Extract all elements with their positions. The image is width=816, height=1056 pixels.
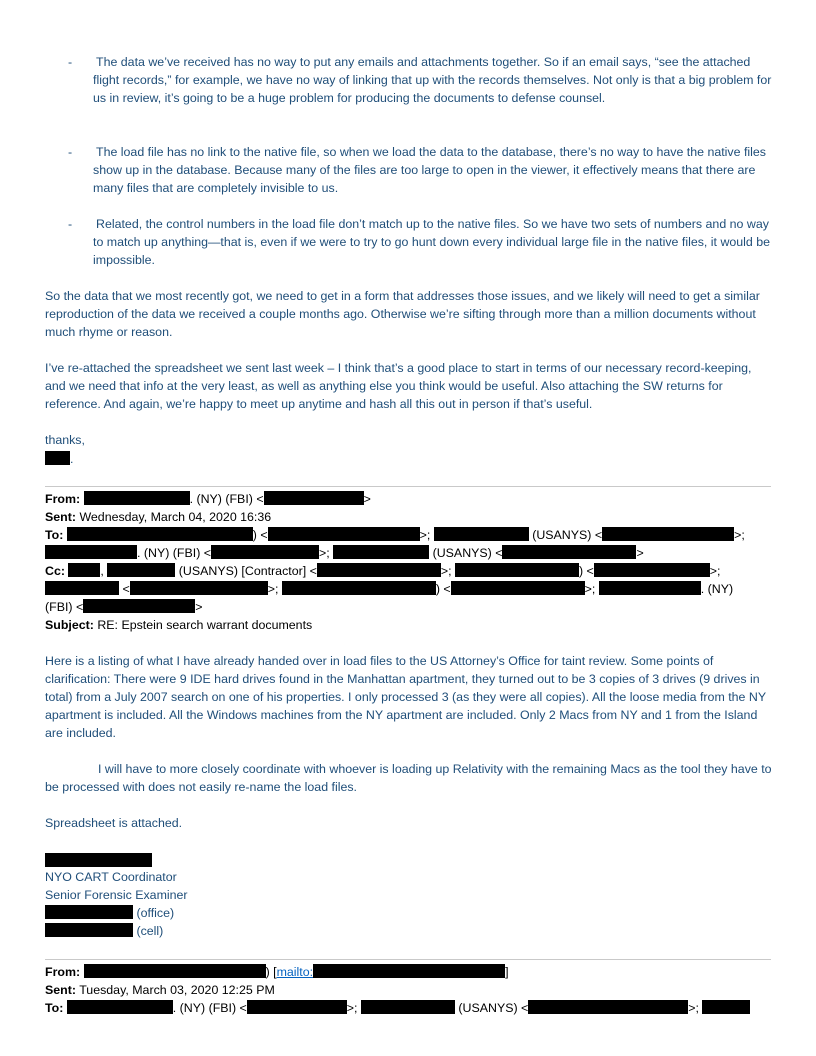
bullet-marker-1: - bbox=[68, 55, 73, 69]
redaction-bar bbox=[333, 545, 429, 559]
redaction-bar bbox=[602, 527, 734, 541]
redaction-bar bbox=[211, 545, 319, 559]
redaction-bar bbox=[45, 905, 133, 919]
bullet-text-2: The load file has no link to the native file, so when we load the data to the database, there’s no way to have the native files show up in the database. Because many of the files are too large to open in the viewer, it effectively means that there are many files that are completely invisible to us. bbox=[93, 145, 766, 195]
redaction-bar bbox=[317, 563, 441, 577]
redaction-bar bbox=[45, 451, 70, 465]
paragraph-spreadsheet: I’ve re-attached the spreadsheet we sent last week – I think that’s a good place to start in terms of our necessary record-keeping, and we need that info at the very least, as well as anything else you think would be useful. Also attaching the SW returns for reference. And again, we’re happy to meet up anytime and hash all this out in person if that’s useful. bbox=[45, 361, 752, 411]
bullet-text-1: The data we’ve received has no way to put any emails and attachments together. So if an email says, “see the attached flight records,” for example, we have no way of linking that up with the records themselves. Not only is that a big problem for us in review, it’s going to be a huge problem for producing the documents to defense counsel. bbox=[93, 55, 772, 105]
redaction-bar bbox=[45, 853, 152, 867]
email1-body-attached: Spreadsheet is attached. bbox=[45, 816, 183, 830]
email1-body-listing: Here is a listing of what I have already handed over in load files to the US Attorney’s Office for taint review. Some points of clarification: There were 9 IDE hard drives found in the Manhattan apartment, they turned out to be 3 copies of 3 drives (9 drives in total) from a July 2007 search on one of his properties. I only processed 3 (as they were all copies). All the loose media from the NY apartment is included. All the Windows machines from the NY apartment are included. Only 2 Macs from NY and 1 from the Island are included. bbox=[45, 654, 766, 740]
email1-cc-line: Cc: , (USANYS) [Contractor] < >; ) < >; bbox=[45, 564, 721, 578]
redaction-bar bbox=[130, 581, 268, 595]
redaction-bar bbox=[599, 581, 701, 595]
email2-to-line: To: . (NY) (FBI) < >; (USANYS) < >; bbox=[45, 999, 775, 1017]
bullet-marker-3: - bbox=[68, 217, 73, 231]
signature-title-2: Senior Forensic Examiner bbox=[45, 888, 188, 902]
redaction-bar bbox=[313, 964, 505, 978]
redaction-bar bbox=[45, 545, 137, 559]
email1-to-line-2: . (NY) (FBI) < >; (USANYS) < > bbox=[45, 544, 775, 562]
redaction-bar bbox=[67, 1000, 173, 1014]
email1-cc-line-3: (FBI) < > bbox=[45, 600, 203, 614]
mailto-link[interactable]: mailto: bbox=[277, 965, 506, 979]
email2-sent-line: Sent: Tuesday, March 03, 2020 12:25 PM bbox=[45, 983, 275, 997]
signature-office-phone: (office) bbox=[45, 904, 174, 922]
paragraph-reproduction: So the data that we most recently got, we need to get in a form that addresses those issues, and we likely will need to get a similar reproduction of the data we received a couple months ago. Otherwise we’re sifting through more than a million documents without much rhyme or reason. bbox=[45, 289, 760, 339]
redaction-bar bbox=[528, 1000, 688, 1014]
email2-from-line: From: ) [mailto: ] bbox=[45, 965, 509, 979]
redaction-bar bbox=[84, 964, 266, 978]
email1-cc-line-2: < >; ) < >; . (NY) bbox=[45, 580, 775, 598]
redaction-bar bbox=[68, 563, 100, 577]
redaction-bar bbox=[361, 1000, 455, 1014]
redaction-bar bbox=[282, 581, 436, 595]
email-separator bbox=[45, 959, 771, 960]
email1-sent-line: Sent: Wednesday, March 04, 2020 16:36 bbox=[45, 510, 272, 524]
redaction-bar bbox=[67, 527, 253, 541]
redaction-bar bbox=[268, 527, 420, 541]
redaction-bar bbox=[247, 1000, 347, 1014]
email1-to-line: To: ) < >; (USANYS) < >; bbox=[45, 528, 745, 542]
bullet-text-3: Related, the control numbers in the load file don’t match up to the native files. So we have two sets of numbers and no way to match up anything—that is, even if we were to try to go hunt down every individual large file in the native files, it would be impossible. bbox=[93, 217, 771, 267]
bullet-marker-2: - bbox=[68, 145, 73, 159]
email1-body-relativity: I will have to more closely coordinate with whoever is loading up Relativity with the remaining Macs as the tool they have to be processed with does not easily re-name the load files. bbox=[45, 762, 772, 794]
redaction-bar bbox=[451, 581, 585, 595]
redaction-bar bbox=[502, 545, 636, 559]
redaction-bar bbox=[264, 491, 364, 505]
redaction-bar bbox=[434, 527, 529, 541]
redaction-bar bbox=[83, 599, 195, 613]
redaction-bar bbox=[107, 563, 175, 577]
redaction-bar bbox=[84, 491, 190, 505]
redaction-bar bbox=[45, 581, 119, 595]
signature-title-1: NYO CART Coordinator bbox=[45, 870, 177, 884]
email-separator bbox=[45, 486, 771, 487]
email1-subject-line: Subject: RE: Epstein search warrant documents bbox=[45, 618, 313, 632]
signature-cell-phone: (cell) bbox=[45, 922, 163, 940]
redaction-bar bbox=[594, 563, 710, 577]
email1-from-line: From: . (NY) (FBI) < > bbox=[45, 492, 371, 506]
redaction-bar bbox=[702, 1000, 750, 1014]
closing-thanks: thanks, bbox=[45, 433, 85, 447]
signature-redacted: . bbox=[45, 450, 73, 468]
redaction-bar bbox=[45, 923, 133, 937]
redaction-bar bbox=[455, 563, 579, 577]
